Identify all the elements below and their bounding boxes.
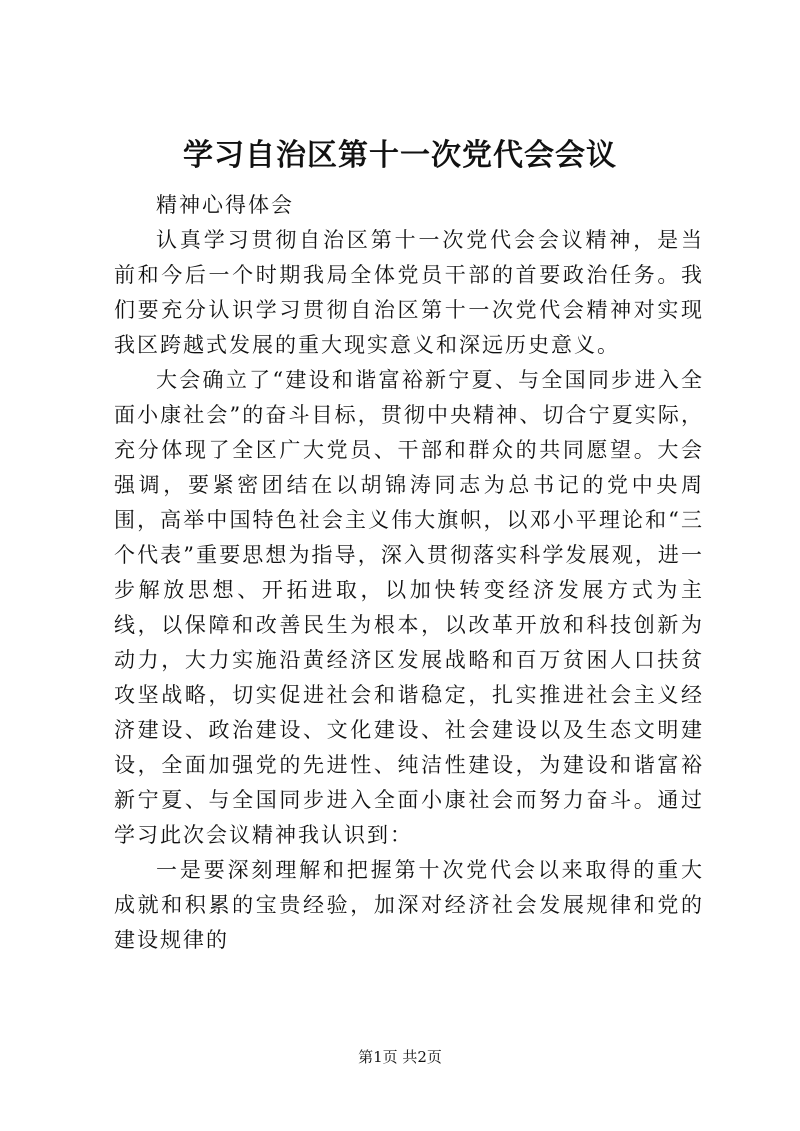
document-subtitle: 精神心得体会 <box>156 193 294 217</box>
paragraph-2: 大会确立了“建设和谐富裕新宁夏、与全国同步进入全面小康社会”的奋斗目标，贯彻中央精神、切合宁夏实际，充分体现了全区广大党员、干部和群众的共同愿望。大会强调，要紧密团结在以胡锦涛同志为总书记的党中央周围，高举中国特色社会主义伟大旗帜，以邓小平理论和“三个代表”重要思想为指导，深入贯彻落实科学发展观，进一步解放思想、开拓进取，以加快转变经济发展方式为主线，以保障和改善民生为根本，以改革开放和科技创新为动力，大力实施沿黄经济区发展战略和百万贫困人口扶贫攻坚战略，切实促进社会和谐稳定，扎实推进社会主义经济建设、政治建设、文化建设、社会建设以及生态文明建设，全面加强党的先进性、纯洁性建设，为建设和谐富裕新宁夏、与全国同步进入全面小康社会而努力奋斗。通过学习此次会议精神我认识到： <box>114 368 704 847</box>
page-number-footer: 第1页 共2页 <box>358 1048 442 1066</box>
document-body <box>114 188 704 958</box>
document-title: 学习自治区第十一次党代会会议 <box>183 138 617 173</box>
paragraph-3: 一是要深刻理解和把握第十次党代会以来取得的重大成就和积累的宝贵经验，加深对经济社会发展规律和党的建设规律的 <box>114 858 704 952</box>
paragraph-1: 认真学习贯彻自治区第十一次党代会会议精神，是当前和今后一个时期我局全体党员干部的首要政治任务。我们要充分认识学习贯彻自治区第十一次党代会精神对实现我区跨越式发展的重大现实意义和深远历史意义。 <box>114 228 704 357</box>
